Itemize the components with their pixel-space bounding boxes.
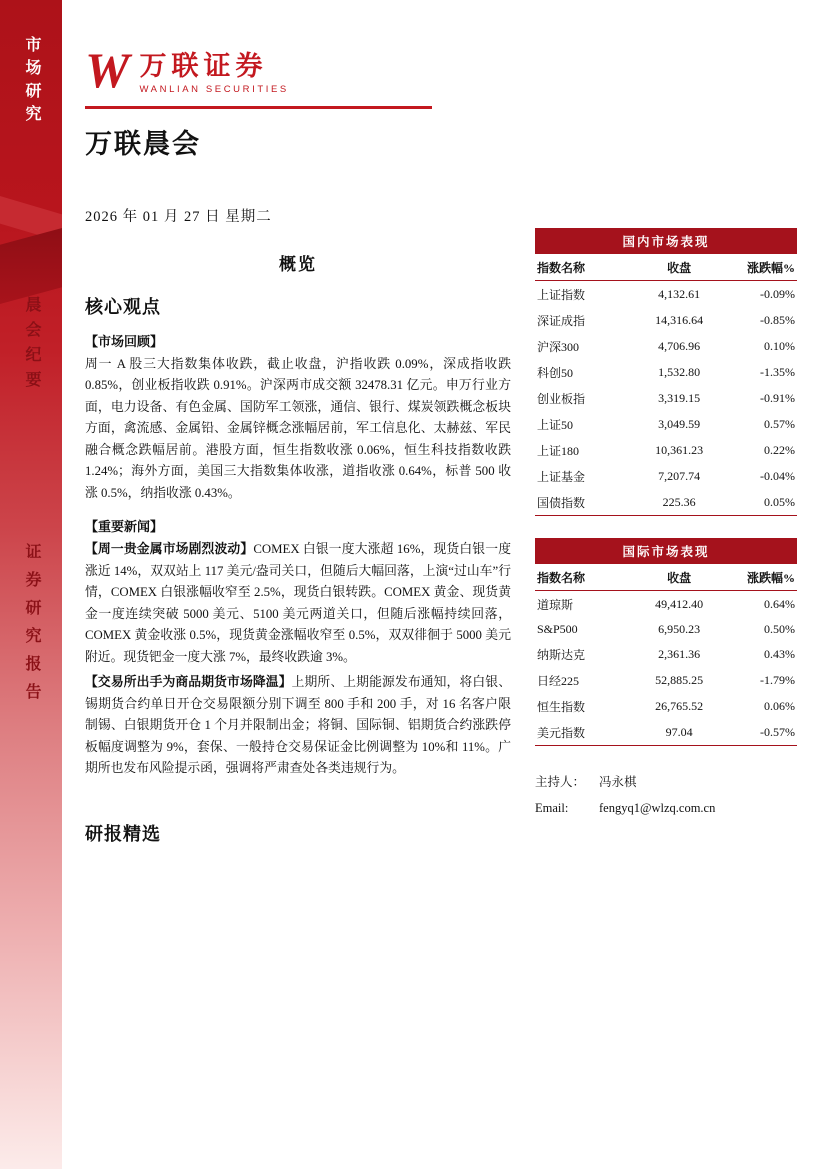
table-row: 上证指数 4,132.61 -0.09%: [537, 286, 795, 302]
table-row: 道琼斯 49,412.40 0.64%: [537, 596, 795, 612]
domestic-table-body: [535, 281, 797, 516]
host-row: [535, 772, 797, 792]
international-table-title: 国际市场表现: [535, 538, 797, 564]
news1-tag: 【周一贵金属市场剧烈波动】: [85, 542, 254, 557]
international-table-header: [535, 564, 797, 591]
table-row: 沪深300 4,706.96 0.10%: [537, 338, 795, 354]
sidebar-label-market-research: 市场研究: [23, 36, 40, 128]
market-review-tag: 【市场回顾】: [85, 334, 164, 349]
domestic-market-table: [535, 228, 797, 516]
column-header-index-name: 指数名称: [535, 254, 635, 281]
table-row: 日经225 52,885.25 -1.79%: [537, 672, 795, 688]
table-row: S&P500 6,950.23 0.50%: [537, 621, 795, 636]
table-row: 深证成指 14,316.64 -0.85%: [537, 312, 795, 328]
news-paragraph-precious-metals: [85, 539, 511, 668]
host-label: 主持人：: [535, 775, 586, 789]
header-divider: [85, 106, 432, 109]
table-row: 恒生指数 26,765.52 0.06%: [537, 698, 795, 714]
core-views-heading: 核心观点: [85, 297, 161, 317]
news-paragraph-exchange-cooling: [85, 672, 511, 779]
report-title: 万联晨会: [85, 129, 201, 159]
table-row: 科创50 1,532.80 -1.35%: [537, 364, 795, 380]
host-name: 冯永棋: [599, 775, 637, 789]
news1-body: COMEX 白银一度大涨超 16%，现货白银一度涨近 14%，双双站上 117 美元/盎司关口，但随后大幅回落，上演“过山车”行情，COMEX 白银涨幅收窄至 2.5%，现货白银转跌。COMEX 黄金、现货黄金一度连续突破 5000 美元、5100 美元两道关口，但随后涨幅持续回落，COMEX 黄金收涨 0.5%，现货黄金涨幅收窄至 0.5%，双双徘徊于 5000 美元附近。现货钯金一度大涨 7%，最终收跌逾 3%。: [85, 542, 512, 664]
company-logo: [85, 42, 289, 98]
table-gap: [535, 516, 797, 538]
domestic-table-header: [535, 254, 797, 281]
email-value: fengyq1@wlzq.com.cn: [599, 801, 716, 815]
column-header-change: 涨跌幅%: [724, 564, 797, 591]
contact-block: [535, 772, 797, 818]
sidebar: [0, 0, 62, 1169]
column-header-close: 收盘: [635, 564, 724, 591]
column-header-change: 涨跌幅%: [724, 254, 797, 281]
brand-block: [139, 48, 288, 95]
email-row: [535, 798, 797, 818]
domestic-table-title: 国内市场表现: [535, 228, 797, 254]
important-news-tag: 【重要新闻】: [85, 519, 164, 535]
market-review-paragraph: 周一 A 股三大指数集体收跌，截止收盘，沪指收跌 0.09%，深成指收跌 0.85%，创业板指收跌 0.91%。沪深两市成交额 32478.31 亿元。申万行业方面，电力设备、有色金属、国防军工领涨，通信、银行、煤炭领跌概念板块方面，禽流感、金属铅、金属锌概念涨幅居前，军工信息化、太赫兹、军民融合概念跌幅居前。港股方面，恒生指数收涨 0.06%，恒生科技指数收跌 1.24%；海外方面，美国三大指数集体收涨，道指收涨 0.64%，标普 500 收涨 0.5%，纳指收涨 0.43%。: [85, 357, 511, 500]
sidebar-label-morning-minutes: 晨会纪要: [23, 296, 40, 396]
logo-w-icon: W: [85, 42, 130, 98]
email-label: Email:: [535, 801, 569, 815]
news2-tag: 【交易所出手为商品期货市场降温】: [85, 675, 292, 690]
sidebar-label-securities-report: 证券研究报告: [23, 543, 40, 711]
international-market-table: [535, 538, 797, 746]
international-table-body: [535, 591, 797, 746]
table-row: 上证180 10,361.23 0.22%: [537, 442, 795, 458]
column-header-close: 收盘: [635, 254, 724, 281]
table-row: 创业板指 3,319.15 -0.91%: [537, 390, 795, 406]
brand-subtitle: WANLIAN SECURITIES: [139, 83, 289, 95]
column-header-index-name: 指数名称: [535, 564, 635, 591]
sidebar-chevron-decoration: [0, 228, 62, 304]
report-date: 2026 年 01 月 27 日 星期二: [85, 209, 272, 225]
table-row: 国债指数 225.36 0.05%: [535, 489, 797, 516]
table-row: 上证基金 7,207.74 -0.04%: [537, 468, 795, 484]
news2-body: 上期所、上期能源发布通知，将白银、锡期货合约单日开仓交易限额分别下调至 800 手和 200 手，对 16 名客户限制锡、白银期货开仓 1 个月并限制出金；将铜、国际铜、铝期货合约涨跌停板幅度调整为 9%，套保、一般持仓交易保证金比例调整为 10%和 11%。广期所也发布风险提示函，强调将严肃查处各类违规行为。: [85, 675, 512, 776]
market-tables-panel: [535, 228, 797, 818]
research-picks-heading: 研报精选: [85, 823, 161, 844]
overview-heading: 概览: [279, 255, 317, 274]
main-content: [85, 122, 511, 846]
brand-name: 万联证券: [139, 51, 268, 81]
table-row: 美元指数 97.04 -0.57%: [535, 719, 797, 746]
table-row: 纳斯达克 2,361.36 0.43%: [537, 646, 795, 662]
table-row: 上证50 3,049.59 0.57%: [537, 416, 795, 432]
